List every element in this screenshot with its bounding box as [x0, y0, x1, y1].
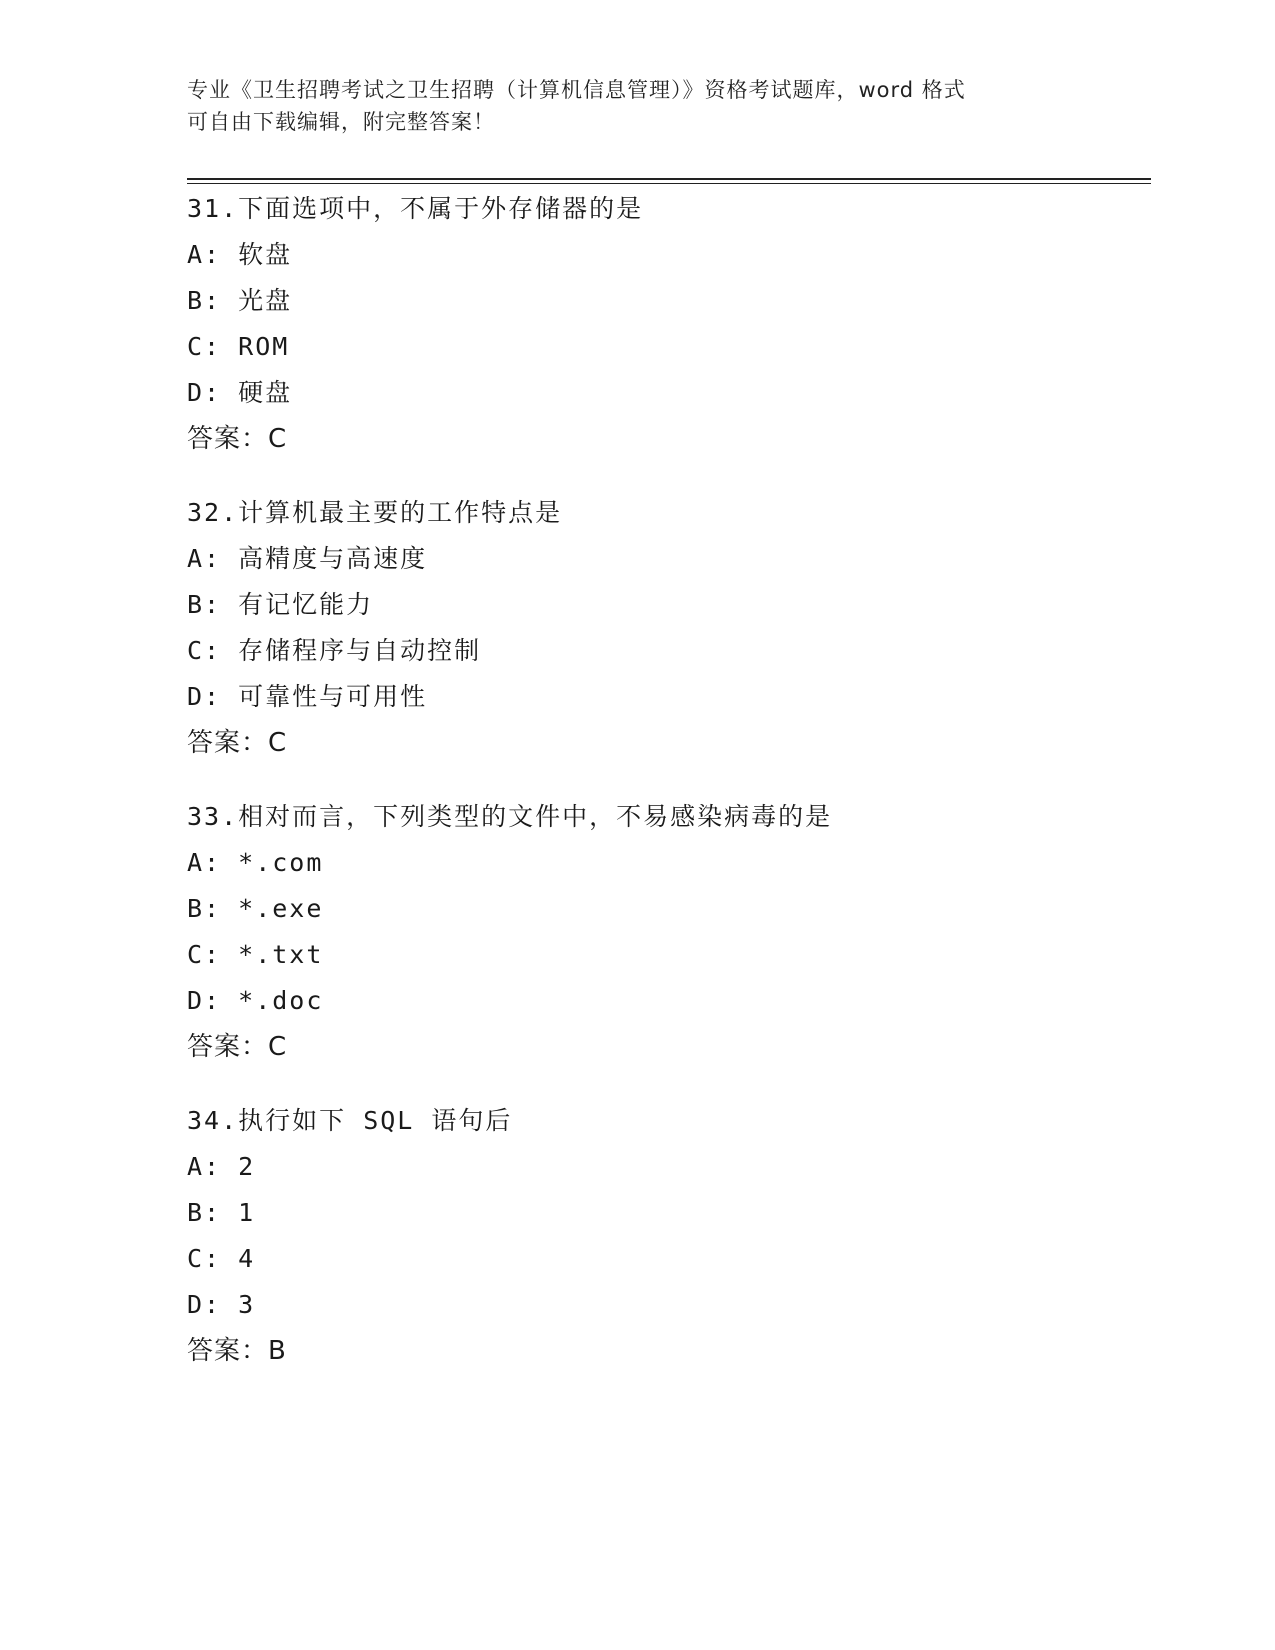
option-a: A: 高精度与高速度	[187, 544, 428, 573]
option-a: A: 软盘	[187, 240, 293, 269]
question-33	[187, 794, 1147, 1070]
question-stem: 32.计算机最主要的工作特点是	[187, 498, 563, 527]
option-b: B: 1	[187, 1198, 256, 1227]
header-line-2: 可自由下载编辑，附完整答案！	[187, 110, 495, 134]
answer-label: 答案：B	[187, 1336, 287, 1366]
question-31	[187, 186, 1147, 462]
option-c: C: 存储程序与自动控制	[187, 636, 482, 665]
option-b: B: 有记忆能力	[187, 590, 374, 619]
option-a: A: 2	[187, 1152, 256, 1181]
option-c: C: *.txt	[187, 940, 324, 969]
option-d: D: 硬盘	[187, 378, 293, 407]
header-line-1: 专业《卫生招聘考试之卫生招聘（计算机信息管理）》资格考试题库，word 格式	[187, 78, 966, 102]
question-list	[187, 186, 1147, 1402]
option-d: D: 3	[187, 1290, 256, 1319]
header-divider-thick	[187, 178, 1151, 180]
option-b: B: *.exe	[187, 894, 324, 923]
header-divider-thin	[187, 183, 1151, 184]
answer-label: 答案：C	[187, 424, 288, 454]
option-d: D: 可靠性与可用性	[187, 682, 428, 711]
option-b: B: 光盘	[187, 286, 293, 315]
document-header	[187, 74, 1087, 138]
question-32	[187, 490, 1147, 766]
option-c: C: 4	[187, 1244, 256, 1273]
answer-label: 答案：C	[187, 1032, 288, 1062]
option-d: D: *.doc	[187, 986, 324, 1015]
question-stem: 34.执行如下 SQL 语句后	[187, 1106, 513, 1135]
answer-label: 答案：C	[187, 728, 288, 758]
question-34	[187, 1098, 1147, 1374]
option-a: A: *.com	[187, 848, 324, 877]
question-stem: 33.相对而言，下列类型的文件中，不易感染病毒的是	[187, 802, 833, 831]
option-c: C: ROM	[187, 332, 290, 361]
question-stem: 31.下面选项中，不属于外存储器的是	[187, 194, 644, 223]
